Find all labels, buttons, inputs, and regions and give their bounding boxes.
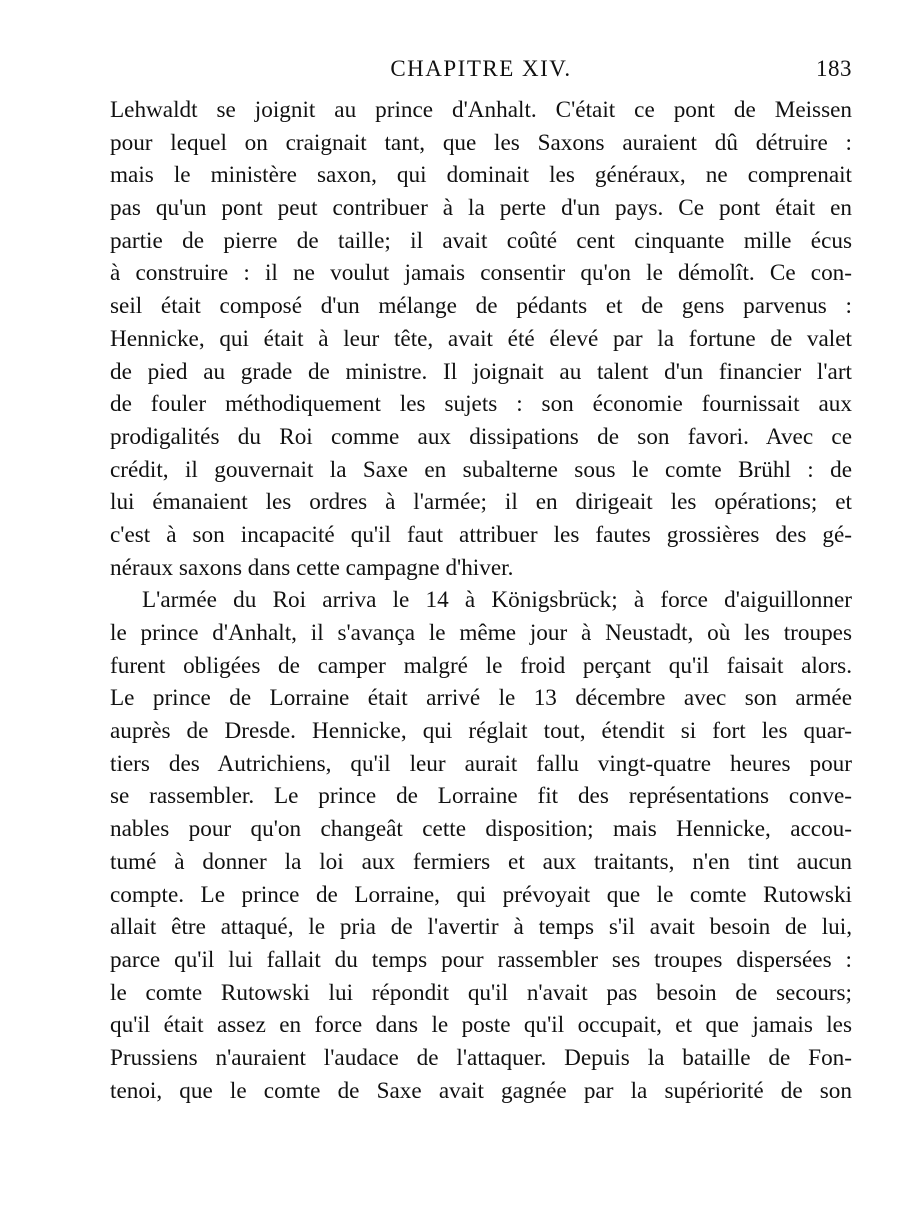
text-line: Lehwaldt se joignit au prince d'Anhalt. C'était ce pont de Meissen	[110, 97, 852, 123]
text-line: allait être attaqué, le pria de l'avertir à temps s'il avait besoin de lui,	[110, 914, 852, 941]
chapter-title: CHAPITRE XIV.	[390, 56, 572, 81]
text-line: pas qu'un pont peut contribuer à la perte d'un pays. Ce pont était en	[110, 195, 852, 222]
body-text	[110, 94, 852, 1107]
text-line: Prussiens n'auraient l'audace de l'attaquer. Depuis la bataille de Fon-	[110, 1044, 852, 1071]
paragraph	[110, 94, 852, 584]
text-line: mais le ministère saxon, qui dominait les généraux, ne comprenait	[110, 162, 852, 189]
text-line: seil était composé d'un mélange de pédants et de gens parvenus :	[110, 293, 852, 320]
text-line: le prince d'Anhalt, il s'avança le même jour à Neustadt, où les troupes	[110, 620, 852, 646]
text-line: crédit, il gouvernait la Saxe en subalterne sous le comte Brühl : de	[110, 456, 852, 483]
text-line: tenoi, que le comte de Saxe avait gagnée par la supériorité de son	[110, 1077, 852, 1104]
text-line: à construire : il ne voulut jamais consentir qu'on le démolît. Ce con-	[110, 260, 852, 287]
running-header	[110, 52, 852, 88]
book-page	[110, 52, 852, 1107]
text-line: partie de pierre de taille; il avait coûté cent cinquante mille écus	[110, 227, 852, 254]
text-line: c'est à son incapacité qu'il faut attribuer les fautes grossières des gé-	[110, 521, 852, 548]
text-line: Hennicke, qui était à leur tête, avait été élevé par la fortune de valet	[110, 325, 852, 352]
text-line: nables pour qu'on changeât cette disposition; mais Hennicke, accou-	[110, 816, 852, 843]
text-line: de fouler méthodiquement les sujets : son économie fournissait aux	[110, 391, 852, 418]
text-line: de pied au grade de ministre. Il joignait au talent d'un financier l'art	[110, 358, 852, 385]
text-line: le comte Rutowski lui répondit qu'il n'avait pas besoin de secours;	[110, 979, 852, 1006]
text-line: furent obligées de camper malgré le froid perçant qu'il faisait alors.	[110, 652, 852, 679]
text-line: tumé à donner la loi aux fermiers et aux traitants, n'en tint aucun	[110, 848, 852, 875]
text-line: lui émanaient les ordres à l'armée; il en dirigeait les opérations; et	[110, 489, 852, 516]
text-line: tiers des Autrichiens, qu'il leur aurait fallu vingt-quatre heures pour	[110, 750, 852, 777]
paragraph	[110, 584, 852, 1107]
text-line: parce qu'il lui fallait du temps pour rassembler ses troupes dispersées :	[110, 946, 852, 973]
page-number: 183	[816, 56, 852, 81]
text-line: prodigalités du Roi comme aux dissipations de son favori. Avec ce	[110, 423, 852, 450]
text-line: se rassembler. Le prince de Lorraine fit des représentations conve-	[110, 783, 852, 810]
text-line: L'armée du Roi arriva le 14 à Königsbrück; à force d'aiguillonner	[142, 587, 852, 614]
text-line: qu'il était assez en force dans le poste qu'il occupait, et que jamais les	[110, 1012, 852, 1039]
text-line: Le prince de Lorraine était arrivé le 13 décembre avec son armée	[110, 685, 852, 712]
text-line: compte. Le prince de Lorraine, qui prévoyait que le comte Rutowski	[110, 881, 852, 908]
text-line: auprès de Dresde. Hennicke, qui réglait tout, étendit si fort les quar-	[110, 718, 852, 745]
text-line: pour lequel on craignait tant, que les Saxons auraient dû détruire :	[110, 129, 852, 156]
text-line: néraux saxons dans cette campagne d'hiver.	[110, 554, 514, 581]
